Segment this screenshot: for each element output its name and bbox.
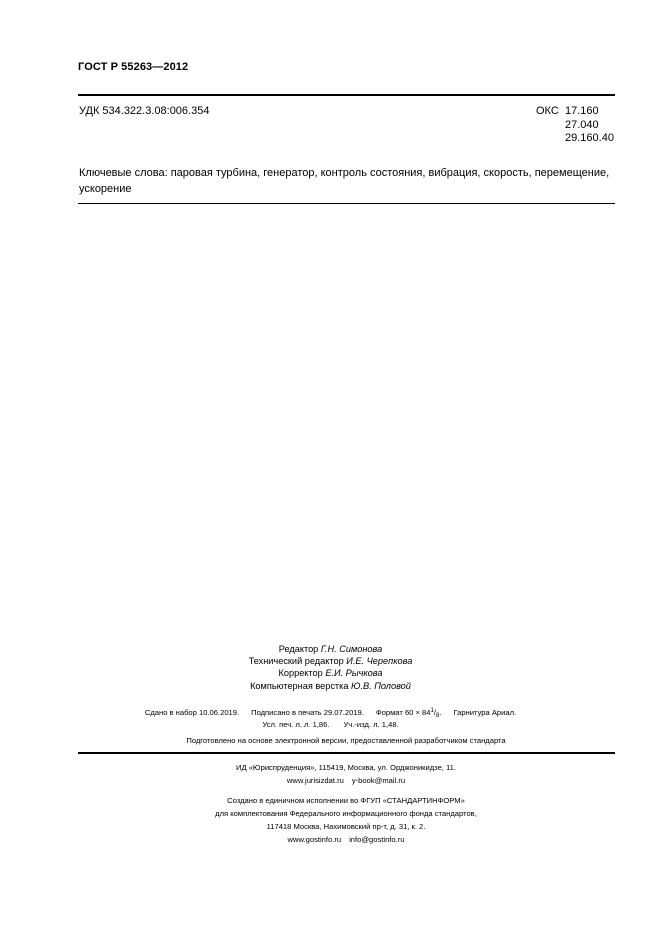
prepared-note: Подготовлено на основе электронной версии, предоставленной разработчиком стандарта: [186, 736, 506, 745]
publisher-contacts: [0, 775, 661, 788]
oks-codes: [565, 105, 614, 146]
oks-code: 27.040: [565, 118, 599, 131]
credit-layout: Компьютерная верстка Ю.В. Половой: [250, 680, 411, 691]
fund-note: для комплектования Федерального информационного фонда стандартов,: [215, 808, 477, 818]
credit-editor: Редактор Г.Н. Симонова: [278, 644, 383, 654]
created-note: Создано в единичном исполнении во ФГУП «СТАНДАРТИНФОРМ»: [227, 796, 465, 805]
publisher-email[interactable]: y-book@mail.ru: [351, 775, 406, 785]
credit-tech-editor: Технический редактор И.Е. Черепкова: [248, 656, 413, 667]
print-sheets: Усл. печ. л. л. 1,86. Уч.-изд. л. 1,48.: [262, 720, 399, 729]
oks-code: 29.160.40: [565, 132, 614, 144]
udk-code: УДК 534.322.3.08:006.354: [79, 105, 210, 117]
gostinfo-email[interactable]: info@gostinfo.ru: [349, 834, 405, 844]
publisher-block-2: [0, 795, 661, 820]
publisher-address: ИД «Юриспруденция», 115419, Москва, ул. Орджоникидзе, 11.: [235, 763, 457, 772]
standard-designation: ГОСТ Р 55263—2012: [78, 61, 189, 73]
gostinfo-site[interactable]: www.gostinfo.ru: [287, 834, 342, 844]
credit-proofreader: Корректор Е.И. Рычкова: [278, 668, 383, 679]
publisher-site[interactable]: www.jurisizdat.ru: [286, 775, 344, 785]
standartinform-contacts: [0, 834, 661, 847]
publisher-block-3: [0, 821, 661, 846]
header-divider: [78, 94, 615, 96]
footer-divider: [78, 752, 615, 754]
oks-code: 17.160: [565, 105, 599, 117]
print-details: Сдано в набор 10.06.2019. Подписано в печать 29.07.2019. Формат $60 \times 84^1/_8$. Гарнитура Ариал.: [144, 708, 517, 719]
keywords-text: Ключевые слова: паровая турбина, генератор, контроль состояния, вибрация, скорость, перемещение, ускорение: [79, 167, 610, 195]
oks-label: ОКС: [536, 105, 559, 117]
credits-block: [0, 643, 661, 692]
publisher-block-1: [0, 762, 661, 787]
standartinform-address: 117418 Москва, Нахимовский пр-т, д. 31, к. 2.: [266, 822, 426, 831]
keywords-divider: [78, 203, 615, 204]
